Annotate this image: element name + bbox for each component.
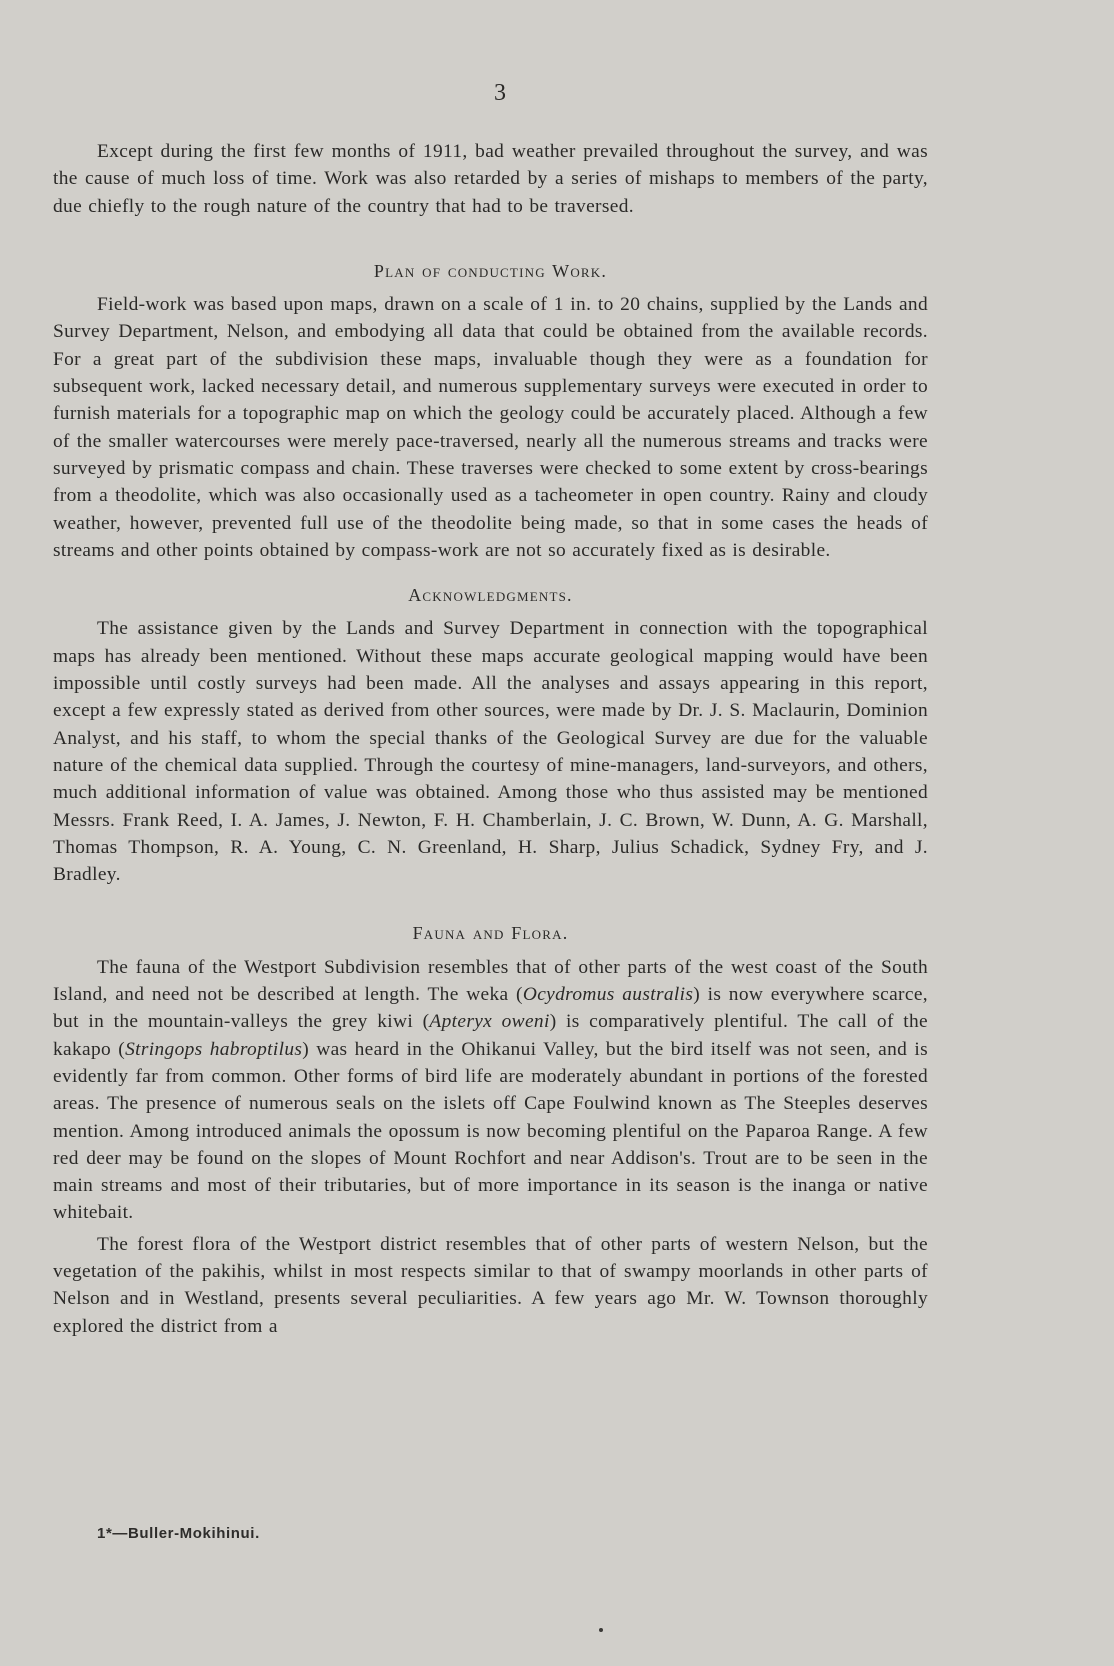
page-number: 3: [494, 80, 506, 106]
section-heading-acknowledgments: Acknowledgments.: [408, 585, 573, 606]
species-kakapo: Stringops habroptilus: [125, 1038, 303, 1060]
signature-footnote: 1*—Buller-Mokihinui.: [97, 1525, 260, 1542]
fauna-text-3: ) is comparatively plentiful. The call of the kakapo (: [53, 1011, 929, 1060]
intro-paragraph: Except during the first few months of 1911, bad weather prevailed throughout the survey, and was the cause of much loss of time. Work was also retarded by a series of mishaps to members of the party, due chiefly to the rough nature of the country that had to be traversed.: [53, 141, 928, 217]
fauna-paragraph: [53, 954, 928, 1227]
fauna-text-1: The fauna of the Westport Subdivision resembles that of other parts of the west coast of the South Island, and need not be described at length. The weka (: [53, 956, 928, 1006]
fauna-text-2: ) is now everywhere scarce, but in the mountain-valleys the grey kiwi (: [53, 984, 928, 1033]
section-heading-plan: Plan of conducting Work.: [373, 260, 608, 281]
paper-speck: [599, 1628, 603, 1632]
document-body: [53, 138, 928, 1340]
section-heading-fauna-flora: Fauna and Flora.: [412, 923, 569, 944]
species-weka: Ocydromus australis: [522, 984, 694, 1006]
flora-paragraph: The forest flora of the Westport district resembles that of other parts of western Nelson, but the vegetation of the pakihis, whilst in most respects similar to that of swampy moorlands in other parts of Nelson and in Westland, presents several peculiarities. A few years ago Mr. W. Townson thoroughly explored the district from a: [53, 1233, 928, 1337]
fauna-text-4: ) was heard in the Ohikanui Valley, but the bird itself was not seen, and is evidently far from common. Other forms of bird life are moderately abundant in portions of the forested areas. The presence of numerous seals on the islets off Cape Foulwind known as The Steeples deserves mention. Among introduced animals the opossum is now becoming plentiful on the Paparoa Range. A few red deer may be found on the slopes of Mount Rochfort and near Addison's. Trout are to be seen in the main streams and most of their tributaries, but of more importance in its season is the inanga or native whitebait.: [53, 1038, 929, 1224]
species-kiwi: Apteryx oweni: [429, 1011, 550, 1033]
acknowledgments-paragraph: The assistance given by the Lands and Survey Department in connection with the topographical maps has already been mentioned. Without these maps accurate geological mapping would have been impossible until costly surveys had been made. All the analyses and assays appearing in this report, except a few expressly stated as derived from other sources, were made by Dr. J. S. Maclaurin, Dominion Analyst, and his staff, to whom the special thanks of the Geological Survey are due for the valuable nature of the chemical data supplied. Through the courtesy of mine-managers, land-surveyors, and others, much additional information of value was obtained. Among those who thus assisted may be mentioned Messrs. Frank Reed, I. A. James, J. Newton, F. H. Chamberlain, J. C. Brown, W. Dunn, A. G. Marshall, Thomas Thompson, R. A. Young, C. N. Greenland, H. Sharp, Julius Schadick, Sydney Fry, and J. Bradley.: [53, 618, 928, 886]
plan-paragraph: Field-work was based upon maps, drawn on a scale of 1 in. to 20 chains, supplied by the Lands and Survey Department, Nelson, and embodying all data that could be obtained from the available records. For a great part of the subdivision these maps, invaluable though they were as a foundation for subsequent work, lacked necessary detail, and numerous supplementary surveys were executed in order to furnish materials for a topographic map on which the geology could be accurately placed. Although a few of the smaller watercourses were merely pace-traversed, nearly all the numerous streams and tracks were surveyed by prismatic compass and chain. These traverses were checked to some extent by cross-bearings from a theodolite, which was also occasionally used as a tacheometer in open country. Rainy and cloudy weather, however, prevented full use of the theodolite being made, so that in some cases the heads of streams and other points obtained by compass-work are not so accurately fixed as is desirable.: [53, 294, 928, 561]
